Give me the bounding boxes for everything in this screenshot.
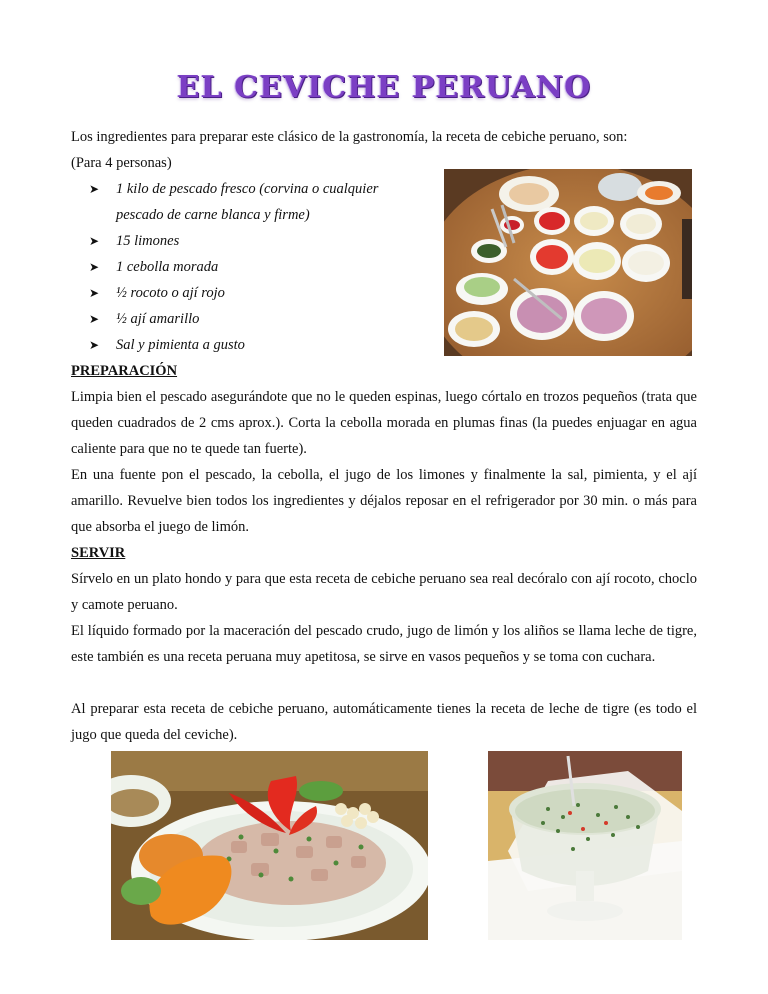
arrowhead-bullet-icon: ➤ <box>89 338 100 352</box>
arrowhead-bullet-icon: ➤ <box>89 260 100 274</box>
arrowhead-bullet-icon: ➤ <box>89 286 100 300</box>
list-item: ➤ 1 kilo de pescado fresco (corvina o cualquier pescado de carne blanca y firme) <box>89 176 416 228</box>
ingredients-photo-illustration <box>444 169 692 356</box>
list-item: ➤ Sal y pimienta a gusto <box>89 332 429 358</box>
leche-de-tigre-illustration <box>488 751 682 940</box>
preparacion-paragraph-1: Limpia bien el pescado asegurándote que no le queden espinas, luego córtalo en trozos pequeños (trata que queden cuadrados de 2 cms aprox.). Corta la cebolla morada en plumas finas (la puedes enjuagar en agua caliente para que no te quede tan fuerte). <box>71 389 697 457</box>
ingredient-list <box>89 176 429 358</box>
list-item: ➤ ½ rocoto o ají rojo <box>89 280 429 306</box>
servir-paragraph-3: Al preparar esta receta de cebiche peruano, automáticamente tienes la receta de leche de tigre (es todo el jugo que queda del ceviche). <box>71 701 697 743</box>
preparacion-heading: PREPARACIÓN <box>71 363 178 379</box>
servings-line: (Para 4 personas) <box>71 155 172 171</box>
list-item: ➤ ½ ají amarillo <box>89 306 429 332</box>
intro-paragraph: Los ingredientes para preparar este clásico de la gastronomía, la receta de cebiche peruano, son: <box>71 129 628 145</box>
servir-heading: SERVIR <box>71 545 126 561</box>
servir-paragraph-2: El líquido formado por la maceración del pescado crudo, jugo de limón y los aliños se llama leche de tigre, este también es una receta peruana muy apetitosa, se sirve en vasos pequeños y se toma con cuchara. <box>71 623 697 665</box>
arrowhead-bullet-icon: ➤ <box>89 182 100 196</box>
ingredients-photo <box>444 169 692 356</box>
list-item: ➤ 1 cebolla morada <box>89 254 429 280</box>
ceviche-plate-photo <box>111 751 428 940</box>
ceviche-plate-illustration <box>111 751 428 940</box>
arrowhead-bullet-icon: ➤ <box>89 234 100 248</box>
list-item: ➤ 15 limones <box>89 228 429 254</box>
leche-de-tigre-photo <box>488 751 682 940</box>
servir-paragraph-1: Sírvelo en un plato hondo y para que esta receta de cebiche peruano sea real decóralo con ají rocoto, choclo y camote peruano. <box>71 571 697 613</box>
arrowhead-bullet-icon: ➤ <box>89 312 100 326</box>
page-title: EL CEVICHE PERUANO <box>176 70 592 105</box>
preparacion-paragraph-2: En una fuente pon el pescado, la cebolla, el jugo de los limones y finalmente la sal, pimienta, y el ají amarillo. Revuelve bien todos los ingredientes y déjalos reposar en el refrigerador por 30 min. o más para que absorba el juego de limón. <box>71 467 697 535</box>
